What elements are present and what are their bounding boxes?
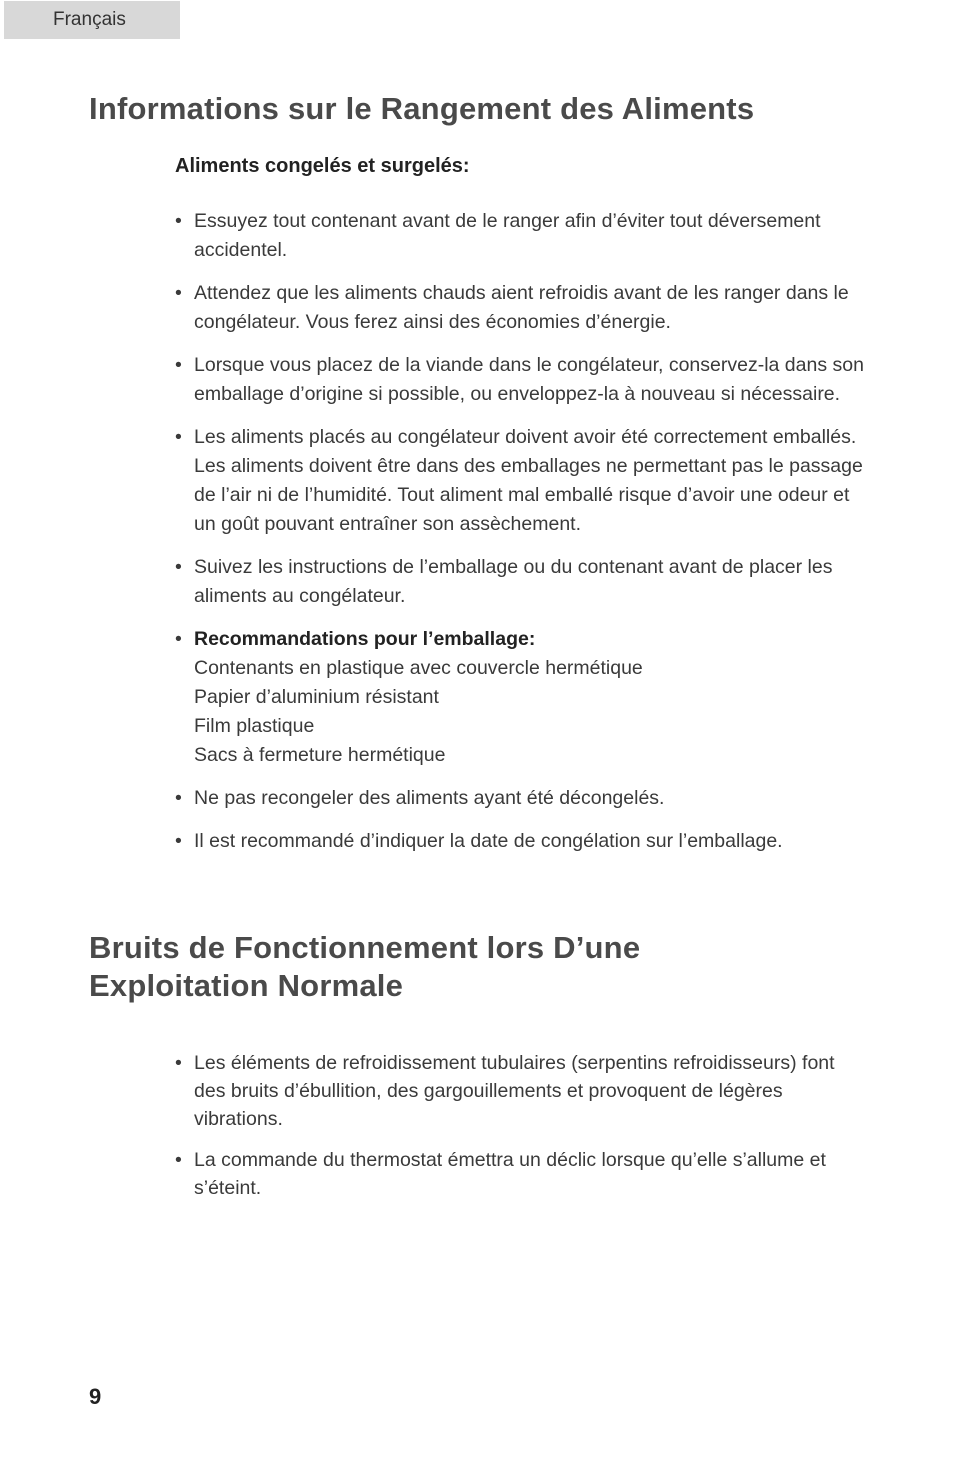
bullet-icon: • bbox=[175, 354, 182, 376]
list-item: • Les éléments de refroidissement tubulaires (serpentins refroidisseurs) font des bruits d’ébullition, des gargouillements et provoquent de légères vibrations. bbox=[175, 1049, 865, 1133]
packaging-recommendations bbox=[175, 625, 865, 770]
list-item: • Les aliments placés au congélateur doivent avoir été correctement emballés. Les aliments doivent être dans des emballages ne permettant pas le passage de l’air ni de l’humidité. Tout aliment mal emballé risque d’avoir une odeur et un goût pouvant entraîner son assèchement. bbox=[175, 423, 865, 539]
language-tab: Français bbox=[4, 1, 180, 39]
packaging-item: Sacs à fermeture hermétique bbox=[194, 744, 446, 766]
list-item: • Ne pas recongeler des aliments ayant été décongelés. bbox=[175, 784, 865, 813]
bullet-icon: • bbox=[175, 1052, 182, 1074]
packaging-label: Recommandations pour l’emballage: bbox=[194, 628, 536, 650]
packaging-item: Contenants en plastique avec couvercle hermétique bbox=[194, 657, 643, 679]
list-item: • La commande du thermostat émettra un déclic lorsque qu’elle s’allume et s’éteint. bbox=[175, 1146, 865, 1202]
section-title-food-storage: Informations sur le Rangement des Aliments bbox=[89, 91, 755, 126]
list-item: • Essuyez tout contenant avant de le ranger afin d’éviter tout déversement accidentel. bbox=[175, 207, 865, 265]
operating-noises-list bbox=[175, 1049, 865, 1215]
page-number: 9 bbox=[89, 1384, 102, 1409]
subsection-title-frozen-foods: Aliments congelés et surgelés: bbox=[175, 155, 470, 177]
list-item: • Attendez que les aliments chauds aient refroidis avant de les ranger dans le congélateur. Vous ferez ainsi des économies d’énergie. bbox=[175, 279, 865, 337]
packaging-item: Film plastique bbox=[194, 715, 315, 737]
bullet-icon: • bbox=[175, 628, 182, 650]
bullet-icon: • bbox=[175, 1149, 182, 1171]
bullet-icon: • bbox=[175, 210, 182, 232]
bullet-icon: • bbox=[175, 787, 182, 809]
food-storage-list bbox=[175, 207, 865, 870]
list-item: • Suivez les instructions de l’emballage ou du contenant avant de placer les aliments au congélateur. bbox=[175, 553, 865, 611]
bullet-icon: • bbox=[175, 830, 182, 852]
list-item: • Lorsque vous placez de la viande dans le congélateur, conservez-la dans son emballage d’origine si possible, ou enveloppez-la à nouveau si nécessaire. bbox=[175, 351, 865, 409]
packaging-item: Papier d’aluminium résistant bbox=[194, 686, 439, 708]
bullet-icon: • bbox=[175, 282, 182, 304]
section-title-operating-noises: Bruits de Fonctionnement lors D’une Exploitation Normale bbox=[89, 930, 641, 1003]
list-item: • Il est recommandé d’indiquer la date de congélation sur l’emballage. bbox=[175, 827, 865, 856]
bullet-icon: • bbox=[175, 556, 182, 578]
bullet-icon: • bbox=[175, 426, 182, 448]
